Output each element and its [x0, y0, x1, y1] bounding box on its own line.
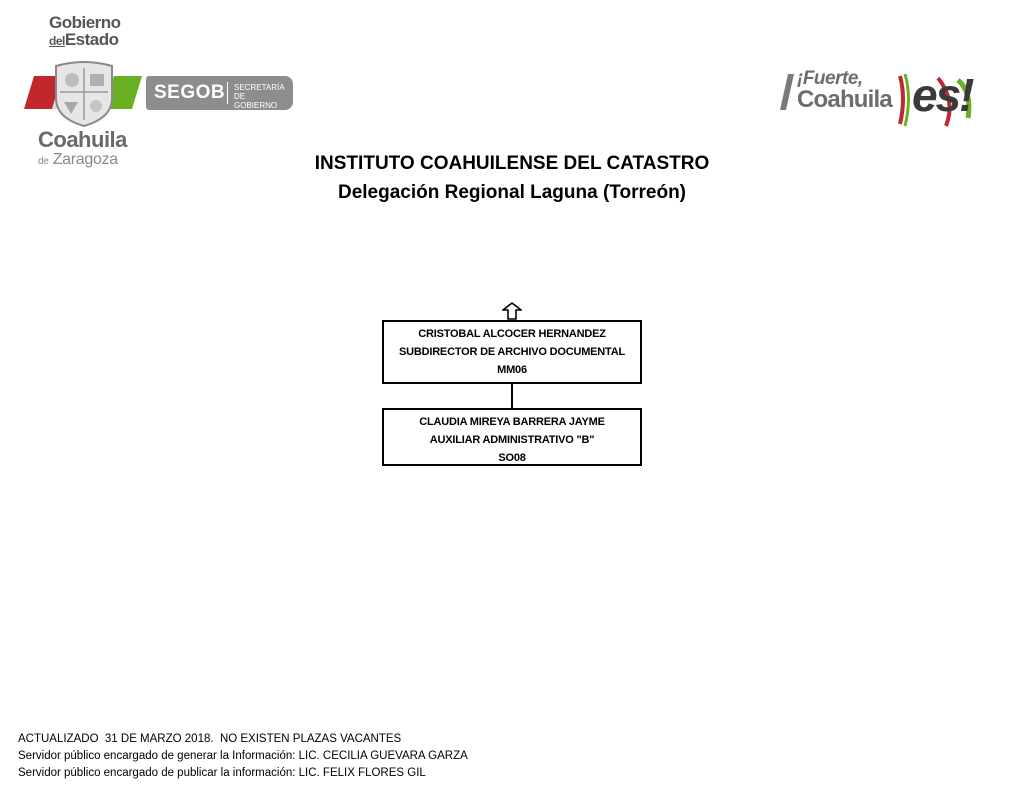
- up-arrow-icon: [502, 302, 522, 320]
- de-word: de: [38, 156, 49, 167]
- zaragoza-word: Zaragoza: [52, 151, 118, 168]
- org-node-auxiliar: [382, 408, 642, 466]
- secretaria-line1: SECRETARÍA: [234, 83, 285, 92]
- footer-generator-line: Servidor público encargado de generar la Información: LIC. CECILIA GUEVARA GARZA: [18, 750, 468, 762]
- secretaria-line2: DE GOBIERNO: [234, 92, 278, 110]
- segob-label: SEGOB: [154, 82, 226, 103]
- es-wordmark: es!: [912, 69, 973, 121]
- node-code: SO08: [498, 452, 526, 464]
- slash-mark-icon: [780, 74, 794, 110]
- org-connector-line: [511, 384, 513, 408]
- node-position: SUBDIRECTOR DE ARCHIVO DOCUMENTAL: [398, 346, 626, 358]
- secretaria-de-gobierno-label: [234, 83, 290, 110]
- footer-notes: [18, 731, 468, 782]
- state-coat-of-arms-icon: [50, 58, 118, 128]
- fuerte-coahuila-wordmark: Coahuila: [797, 86, 892, 113]
- node-code: MM06: [497, 364, 527, 376]
- fuerte-wordmark: ¡Fuerte,: [797, 68, 863, 89]
- delegation-subtitle: Delegación Regional Laguna (Torreón): [337, 182, 686, 203]
- footer-publisher-line: Servidor público encargado de publicar la información: LIC. FELIX FLORES GIL: [18, 767, 426, 779]
- segob-badge: [146, 76, 293, 110]
- estado-word: Estado: [64, 30, 119, 49]
- del-word: del: [49, 34, 65, 48]
- coahuila-wordmark: Coahuila: [38, 127, 127, 152]
- gobierno-word: Gobierno: [49, 13, 121, 32]
- del-estado-line: [49, 31, 129, 50]
- org-node-subdirector: [382, 320, 642, 384]
- footer-updated-line: ACTUALIZADO 31 DE MARZO 2018. NO EXISTEN PLAZAS VACANTES: [18, 733, 402, 745]
- node-name: CLAUDIA MIREYA BARRERA JAYME: [419, 416, 605, 428]
- institution-title: INSTITUTO COAHUILENSE DEL CATASTRO: [314, 153, 710, 174]
- gobierno-del-estado-logo-text: [49, 14, 129, 50]
- node-position: AUXILIAR ADMINISTRATIVO "B": [429, 434, 595, 446]
- node-name: CRISTOBAL ALCOCER HERNANDEZ: [418, 328, 606, 340]
- segob-divider: [227, 82, 228, 104]
